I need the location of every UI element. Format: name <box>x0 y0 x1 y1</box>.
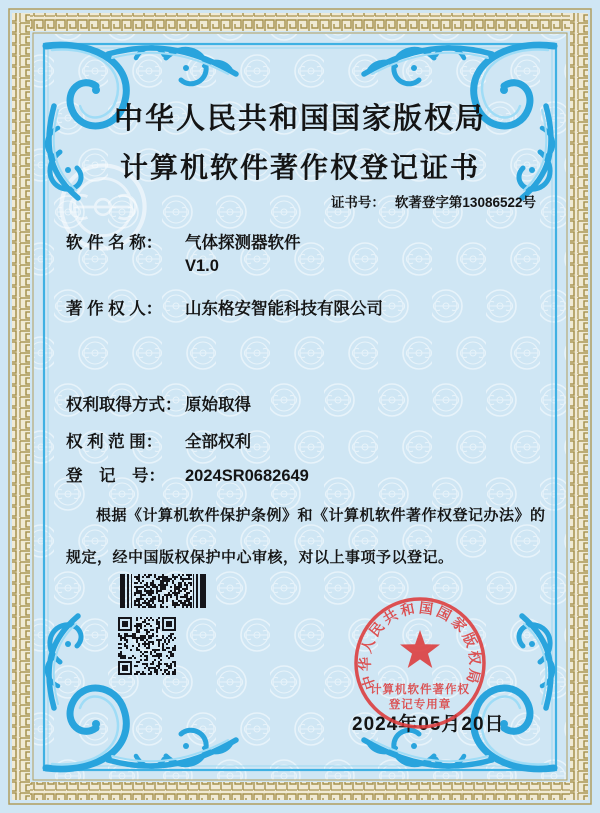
field-acquisition-method <box>66 391 251 415</box>
field-rights-scope <box>66 428 251 452</box>
registration-date: 2024年05月20日 <box>352 714 505 735</box>
certificate-number-label: 证书号： <box>330 195 385 210</box>
field-copyright-holder <box>66 295 383 319</box>
seal-ring-text: 中华人民共和国国家版权局 <box>356 599 484 692</box>
barcode <box>120 574 206 608</box>
authority-title: 中华人民共和国国家版权局 <box>113 103 486 135</box>
field-value: 全部权利 <box>185 433 251 451</box>
field-label: 权利取得方式： <box>66 396 182 414</box>
registration-statement: 根据《计算机软件保护条例》和《计算机软件著作权登记办法》的规定，经中国版权保护中心审核，对以上事项予以登记。 <box>66 507 546 566</box>
certificate-number <box>0 191 536 211</box>
certificate-number-value: 软著登字第13086522号 <box>394 195 536 210</box>
certificate-title: 计算机软件著作权登记证书 <box>119 152 480 183</box>
field-version-value: V1.0 <box>185 257 219 275</box>
qr-code <box>118 617 176 675</box>
field-value: 山东格安智能科技有限公司 <box>185 300 383 318</box>
field-software-name <box>66 229 301 276</box>
seal-line2: 登记专用章 <box>388 699 452 711</box>
field-value: 原始取得 <box>185 396 251 414</box>
official-seal <box>345 588 495 738</box>
field-label: 软 件 名 称： <box>66 234 163 252</box>
field-label: 著 作 权 人： <box>66 300 163 318</box>
field-value: 气体探测器软件 <box>185 234 301 252</box>
field-label: 权 利 范 围： <box>66 433 163 451</box>
seal-line1: 计算机软件著作权 <box>370 684 470 696</box>
title-block <box>0 96 600 186</box>
field-value: 2024SR0682649 <box>185 467 309 485</box>
field-registration-number <box>66 462 309 486</box>
field-label: 登 记 号： <box>66 467 165 485</box>
star-icon <box>400 630 440 668</box>
